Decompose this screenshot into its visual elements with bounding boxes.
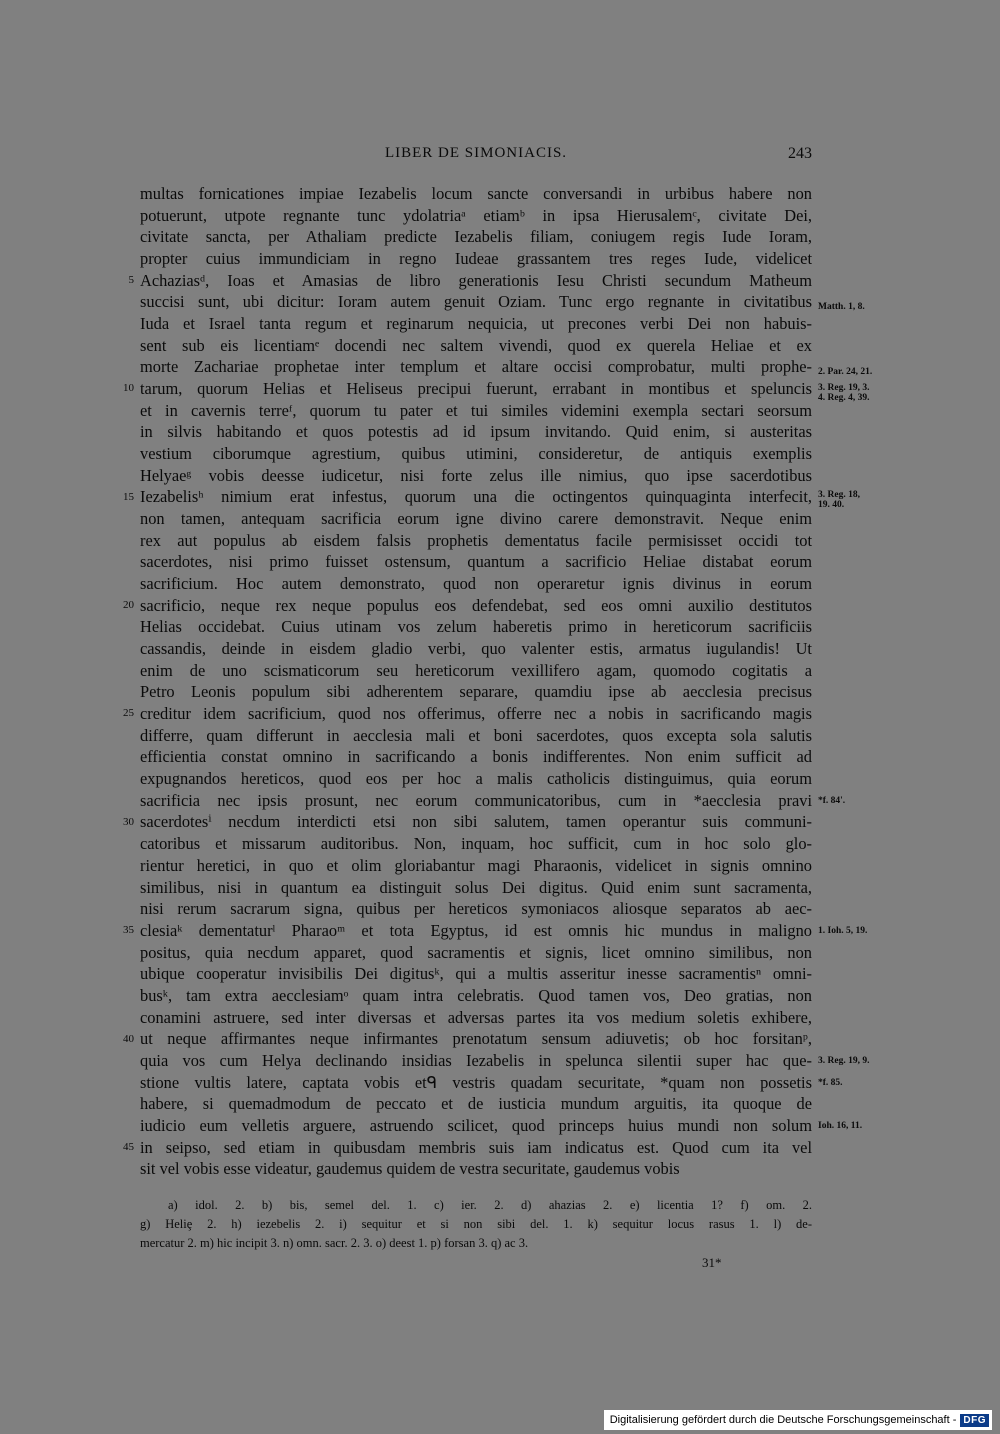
text-line: efficientia constat omnino in sacrificando a bonis indifferentes. Non enim sufficit ad — [140, 747, 812, 767]
text-line: vestium ciborumque agrestium, quibus utimini, consideretur, de antiquis exemplis — [140, 444, 812, 464]
text-line: civitate sancta, per Athaliam predicte Iezabelis filiam, coniugem regis Iude Ioram, — [140, 227, 812, 247]
text-line: rientur heretici, in quo et olim gloriabantur magi Pharaonis, videlicet in signis omnino — [140, 855, 812, 875]
text-line: non tamen, antequam sacrificia eorum igne divino carere demonstravit. Neque enim — [140, 509, 812, 529]
text-line: enim de uno scismaticorum seu hereticorum vexillifero agam, quomodo cogitatis a — [140, 660, 812, 680]
text-line: clesiaᵏ dementaturˡ Pharaoᵐ et tota Egyptus, id est omnis hic mundus in maligno — [140, 920, 812, 940]
text-line: propter cuius immundiciam in regno Iudeae grassantem tres reges Iude, videlicet — [140, 249, 812, 269]
dfg-logo[interactable]: DFG — [960, 1414, 989, 1427]
margin-reference: 3. Reg. 19, 9. — [818, 1056, 870, 1066]
line-number: 20 — [123, 598, 134, 611]
margin-reference: Matth. 1, 8. — [818, 302, 865, 312]
text-line: busᵏ, tam extra aecclesiamᵒ quam intra celebratis. Quod tamen vos, Deo gratias, non — [140, 985, 812, 1005]
footnotes — [140, 1196, 812, 1253]
margin-reference: Ioh. 16, 11. — [818, 1121, 863, 1131]
text-line: Petro Leonis populum sibi adherentem separare, quamdiu ipse ab aecclesia precisus — [140, 682, 812, 702]
text-line: sit vel vobis esse videatur, gaudemus quidem de vestra securitate, gaudemus vobis — [140, 1159, 680, 1179]
text-line: quia vos cum Helya declinando insidias Iezabelis in spelunca silentii super hac que- — [140, 1050, 812, 1070]
text-line: Helyaeᵍ vobis deesse iudicetur, nisi forte zelus ille nimius, quo ipse sacerdotibus — [140, 465, 812, 485]
text-line: similibus, nisi in quantum ea distinguit solus Dei digitus. Quid enim sunt sacramenta, — [140, 877, 812, 897]
text-line: sent sub eis licentiamᵉ docendi nec saltem vivendi, quod ex querela Heliae et ex — [140, 335, 812, 355]
text-line: stione vultis latere, captata vobis etᑫ vestris quadam securitate, *quam non possetis — [140, 1072, 812, 1092]
margin-reference: 3. Reg. 18, 19. 40. — [818, 490, 860, 510]
page-header — [140, 145, 812, 167]
text-line: multas fornicationes impiae Iezabelis locum sancte conversandi in urbibus habere non — [140, 184, 812, 203]
line-number: 5 — [128, 273, 134, 286]
line-number: 10 — [123, 382, 134, 395]
text-line: in silvis habitando et quos potestis ad id ipsum invitando. Quid enim, si austeritas — [140, 422, 812, 442]
credit-text: Digitalisierung gefördert durch die Deutsche Forschungsgemeinschaft - — [609, 1414, 957, 1426]
text-line: iudicio eum velletis arguere, astruendo scilicet, quod princeps huius mundi non solum — [140, 1115, 812, 1135]
text-line: et in cavernis terreᶠ, quorum tu pater et tui similes videmini exempla sectari seorsum — [140, 400, 812, 420]
text-line: rex aut populus ab eisdem falsis prophetis dementatus facile permisisset occidi tot — [140, 530, 812, 550]
text-line: sacrificium. Hoc autem demonstrato, quod non operaretur ignis divinus in eorum — [140, 574, 812, 594]
margin-reference: *f. 84'. — [818, 796, 846, 806]
text-line: cassandis, deinde in eisdem gladio verbi, quo valenter estis, armatus iugulandis! Ut — [140, 639, 812, 659]
text-line: sacrificia nec ipsis prosunt, nec eorum communicatoribus, cum in *aecclesia pravi — [140, 790, 812, 810]
text-line: potuerunt, utpote regnante tunc ydolatriaᵃ etiamᵇ in ipsa Hierusalemᶜ, civitate Dei, — [140, 205, 812, 225]
text-line: morte Zachariae prophetae inter templum et altare occisi comprobatur, multi prophe- — [140, 357, 812, 377]
line-number: 25 — [123, 707, 134, 720]
footnote-line: g) Heliȩ 2. h) iezebelis 2. i) sequitur et si non sibi del. 1. k) sequitur locus rasus 1. l) de- — [140, 1217, 812, 1231]
text-line: differre, quam differunt in aecclesia mali et boni sacerdotes, quos excepta sola salutis — [140, 725, 812, 745]
funding-credit-bar[interactable] — [604, 1410, 992, 1430]
footnote-line: a) idol. 2. b) bis, semel del. 1. c) ier. 2. d) ahazias 2. e) licentia 1? f) om. 2. — [168, 1198, 812, 1212]
text-line: habere, si quemadmodum de peccato et de iusticia mundum arguitis, ita quoque de — [140, 1094, 812, 1114]
text-line: in seipso, sed etiam in quibusdam membris suis iam indicatus est. Quod cum ita vel — [140, 1137, 812, 1157]
text-line: creditur idem sacrificium, quod nos offerimus, offerre nec a nobis in sacrificando magis — [140, 704, 812, 724]
line-number: 45 — [123, 1140, 134, 1153]
main-text — [123, 183, 873, 1180]
text-line: sacrificio, neque rex neque populus eos defendebat, sed eos omni auxilio destitutos — [140, 595, 812, 615]
signature-mark: 31* — [702, 1255, 722, 1270]
text-line: catoribus et missarum auditoribus. Non, inquam, hoc sufficit, cum in hoc solo glo- — [140, 834, 812, 854]
text-line: succisi sunt, ubi dicitur: Ioram autem genuit Oziam. Tunc ergo regnante in civitatibus — [140, 292, 812, 312]
line-number: 40 — [123, 1032, 134, 1045]
text-line: sacerdotesⁱ necdum interdicti etsi non sibi salutem, tamen operantur suis communi- — [140, 812, 812, 832]
line-number: 30 — [123, 815, 134, 828]
page-number: 243 — [788, 145, 812, 162]
line-number: 35 — [123, 924, 134, 937]
running-title: LIBER DE SIMONIACIS. — [384, 145, 568, 161]
text-line: nisi rerum sacrarum signa, quibus per hereticos symoniacos aliosque separatos ab aec- — [140, 899, 812, 919]
text-line: expugnandos hereticos, quod eos per hoc a malis catholicis distinguimus, quia eorum — [140, 769, 812, 789]
text-line: Iezabelisʰ nimium erat infestus, quorum una die octingentos quinquaginta interfecit, — [140, 487, 812, 507]
text-line: Helias occidebat. Cuius utinam vos zelum haberetis primo in hereticorum sacrificiis — [140, 617, 812, 637]
text-line: tarum, quorum Helias et Heliseus precipui fuerunt, errabant in montibus et speluncis — [140, 379, 812, 399]
text-line: Achaziasᵈ, Ioas et Amasias de libro generationis Iesu Christi secundum Matheum — [140, 270, 812, 290]
text-line: ubique cooperatur invisibilis Dei digitusᵏ, qui a multis asseritur inesse sacramentisⁿ omni- — [140, 964, 812, 984]
margin-reference: *f. 85. — [818, 1078, 843, 1088]
text-line: Iuda et Israel tanta regum et reginarum nequicia, ut precones verbi Dei non habuis- — [140, 314, 812, 334]
line-number: 15 — [123, 490, 134, 503]
text-line: ut neque affirmantes neque infirmantes prenotatum sensum adiuvetis; ob hoc forsitanᵖ, — [140, 1029, 812, 1049]
margin-reference: 2. Par. 24, 21. — [818, 367, 873, 377]
text-line: sacerdotes, nisi primo fuisset ostensum, quantum a sacrificio Heliae distabat eorum — [140, 552, 812, 572]
text-line: positus, quia necdum apparet, quod sacramentis et signis, licet omnino similibus, non — [140, 942, 812, 962]
margin-reference: 3. Reg. 19, 3. 4. Reg. 4, 39. — [818, 383, 870, 403]
text-line: conamini astruere, sed inter diversas et adversas partes ita vos medium soletis exhibere, — [140, 1007, 812, 1027]
footnote-line: mercatur 2. m) hic incipit 3. n) omn. sacr. 2. 3. o) deest 1. p) forsan 3. q) ac 3. — [140, 1236, 529, 1250]
margin-reference: 1. Ioh. 5, 19. — [818, 926, 868, 936]
